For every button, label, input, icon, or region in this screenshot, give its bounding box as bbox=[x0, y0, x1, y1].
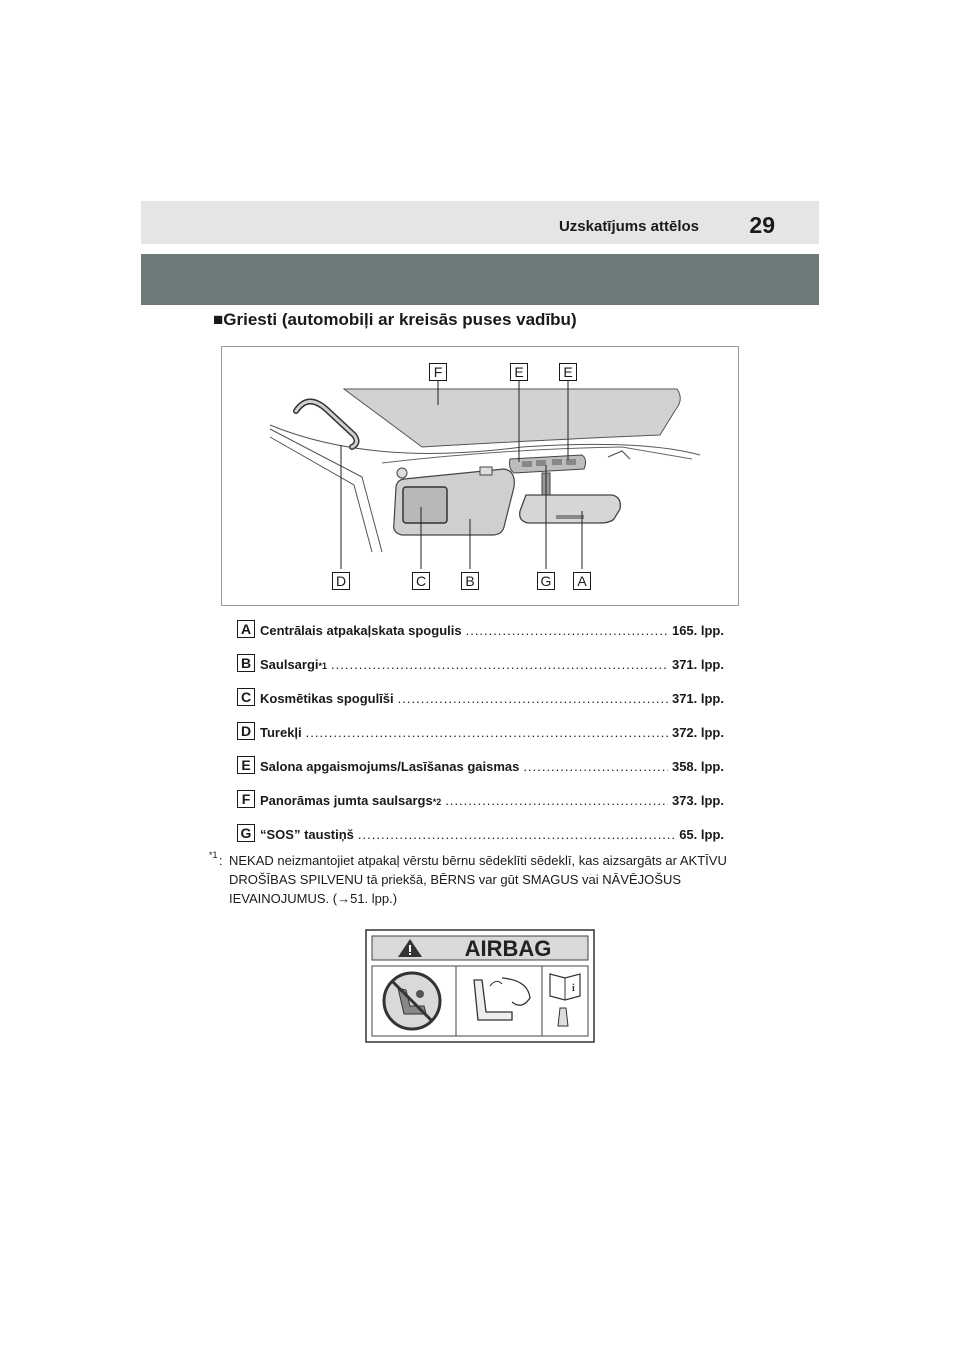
footnote-ref: *1 bbox=[318, 661, 328, 671]
callout-e: E bbox=[559, 363, 577, 381]
legend-page: 165. lpp. bbox=[671, 623, 724, 638]
callout-g: G bbox=[537, 572, 555, 590]
legend-letter: D bbox=[237, 722, 255, 740]
legend-letter: G bbox=[237, 824, 255, 842]
legend-text: Salona apgaismojums/Lasīšanas gaismas bbox=[260, 759, 520, 774]
legend-text: Panorāmas jumta saulsargs bbox=[260, 793, 433, 808]
callout-d: D bbox=[332, 572, 350, 590]
section-bar bbox=[141, 254, 819, 305]
legend-page: 372. lpp. bbox=[671, 725, 724, 740]
no-child-seat-icon bbox=[384, 973, 440, 1029]
page-number: 29 bbox=[749, 212, 775, 238]
legend-item bbox=[237, 752, 724, 786]
legend-item bbox=[237, 820, 724, 854]
legend-item bbox=[237, 650, 724, 684]
legend-letter: A bbox=[237, 620, 255, 638]
legend-text: Centrālais atpakaļskata spogulis bbox=[260, 623, 462, 638]
ceiling-illustration bbox=[222, 347, 740, 607]
footnote-ref: *2 bbox=[432, 797, 442, 807]
footnote-text: NEKAD neizmantojiet atpakaļ vērstu bērnu sēdeklīti sēdeklī, kas aizsargāts ar AKTĪVU DROŠĪBAS SPILVENU tā priekšā, BĒRNS var gūt SMAGUS vai NĀVĒJOŠUS IEVAINOJUMUS. (→51. lpp.) bbox=[229, 853, 727, 906]
legend-item bbox=[237, 684, 724, 718]
legend-text: Turekļi bbox=[260, 725, 302, 740]
legend-letter: E bbox=[237, 756, 255, 774]
airbag-label-title: AIRBAG bbox=[464, 936, 552, 961]
legend-page: 373. lpp. bbox=[671, 793, 724, 808]
callout-a: A bbox=[573, 572, 591, 590]
legend-item bbox=[237, 786, 724, 820]
legend-letter: F bbox=[237, 790, 255, 808]
legend-page: 65. lpp. bbox=[679, 827, 724, 842]
legend-text: “SOS” taustiņš bbox=[260, 827, 354, 842]
legend-item bbox=[237, 718, 724, 752]
footnote: *1 : NEKAD neizmantojiet atpakaļ vērstu bērnu sēdeklīti sēdeklī, kas aizsargāts ar AKTĪVU DROŠĪBAS SPILVENU tā priekšā, BĒRNS var gūt SMAGUS vai NĀVĒJOŠUS IEVAINOJUMUS. (→51. lpp.) bbox=[209, 851, 739, 908]
legend-list bbox=[237, 616, 724, 854]
legend-letter: B bbox=[237, 654, 255, 672]
header-title: Uzskatījums attēlos bbox=[558, 218, 699, 235]
panoramic-roof bbox=[344, 389, 680, 447]
section-heading: ■Griesti (automobiļi ar kreisās puses vadību) bbox=[213, 310, 577, 329]
svg-text:i: i bbox=[572, 983, 575, 994]
callout-b: B bbox=[461, 572, 479, 590]
airbag-warning-label bbox=[362, 928, 598, 1053]
callout-c: C bbox=[412, 572, 430, 590]
legend-page: 371. lpp. bbox=[671, 691, 724, 706]
callout-e: E bbox=[510, 363, 528, 381]
footnote-mark: *1 bbox=[209, 850, 218, 860]
legend-letter: C bbox=[237, 688, 255, 706]
airbag-label-graphic bbox=[362, 928, 598, 1048]
legend-item bbox=[237, 616, 724, 650]
legend-text: Saulsargi bbox=[260, 657, 319, 672]
legend-text: Kosmētikas spogulīši bbox=[260, 691, 394, 706]
ceiling-diagram bbox=[221, 346, 739, 606]
vanity-mirror bbox=[403, 487, 447, 523]
page-header bbox=[141, 201, 819, 244]
legend-page: 358. lpp. bbox=[671, 759, 724, 774]
callout-f: F bbox=[429, 363, 447, 381]
legend-page: 371. lpp. bbox=[671, 657, 724, 672]
